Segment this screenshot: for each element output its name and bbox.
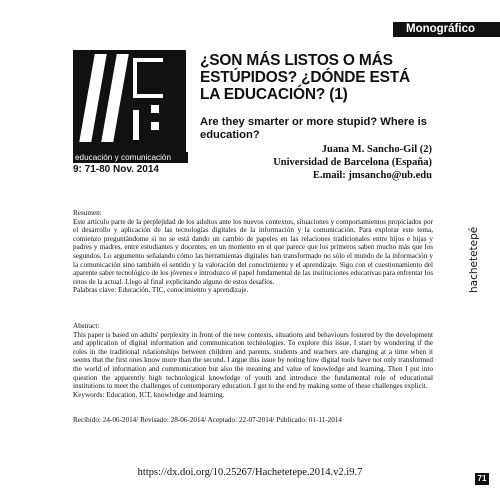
author-block bbox=[172, 143, 432, 182]
author-email[interactable]: E.mail: jmsancho@ub.edu bbox=[312, 170, 432, 181]
journal-name: educación y comunicación bbox=[73, 152, 188, 163]
abstract-es-keywords: Palabras clave: Educación, TIC, conocimiento y aprendizaje. bbox=[73, 286, 249, 295]
side-brand: hachetetepé bbox=[468, 226, 480, 294]
doi-link[interactable]: https://dx.doi.org/10.25267/Hachetetepe.2014.v2.i9.7 bbox=[137, 467, 363, 478]
issue-info: 9: 71-80 Nov. 2014 bbox=[73, 164, 159, 175]
abstract-es bbox=[73, 209, 433, 295]
abstract-en bbox=[73, 322, 433, 399]
journal-logo bbox=[73, 50, 186, 152]
section-tag: Monográfico bbox=[393, 22, 500, 37]
article-title-en: Are they smarter or more stupid? Where is education? bbox=[200, 116, 427, 141]
abstract-es-body: Este artículo parte de la perplejidad de los adultos ante los nuevos contextos, situaciones y comportamientos propiciados por el desarrollo y aplicación de las tecnologías digitales de la información y la comunicación. Para explorar este tema, comienzo preguntándome si no se está dando un cambio de papeles en las relaciones tradicionales entre hijos e hijas y padres y madres, entre estudiantes y docentes, en un momento en el que parece que los primeros saben mucho más que los segundos. Lo argumento señalando cómo las herramientas digitales han transformado no sólo el mundo de la información y la comunicación sino también el sentido y la valoración del conocimiento y el aprendizaje. Sigo con el cuestionamiento del aparente saber tecnológico de los jóvenes e introduzco el papel fundamental de las instituciones educativas para enfrentar los retos de la actual. Llego al final explicitando alguno de estos desafíos. bbox=[73, 217, 433, 286]
article-title-es: ¿SON MÁS LISTOS O MÁS ESTÚPIDOS? ¿DÓNDE ESTÁ LA EDUCACIÓN? (1) bbox=[200, 52, 411, 103]
author-affiliation: Universidad de Barcelona (España) bbox=[273, 157, 432, 168]
abstract-en-keywords: Keywords: Education, ICT, knowledge and learning. bbox=[73, 390, 225, 399]
abstract-en-body: This paper is based on adults' perplexity in front of the new contexts, situations and behaviours fostered by the development and application of digital information and communication technologies. To explore this issue, I start by wondering if the roles in the traditional relationships between children and parents, students and teachers are changing at a time when it seems that the first ones know more than the second. I argue this issue by noting how digital tools have not only transformed the world of information and communication but also the meaning and value of knowledge and learning. Then I put into question the apparently high technological knowledge of youth and introduce the fundamental role of educational institutions to meet the challenges of contemporary education. I get to the end by making some of these challenges explicit. bbox=[73, 330, 433, 391]
abstract-es-heading: Resumen: bbox=[73, 209, 102, 217]
author-name: Juana M. Sancho-Gil (2) bbox=[321, 144, 432, 155]
abstract-en-heading: Abstract: bbox=[73, 322, 100, 330]
page-number: 71 bbox=[475, 473, 489, 485]
article-dates: Recibido: 24-06-2014/ Revisado: 28-06-2014/ Aceptado: 22-07-2014/ Publicado: 01-11-2014 bbox=[73, 416, 343, 424]
